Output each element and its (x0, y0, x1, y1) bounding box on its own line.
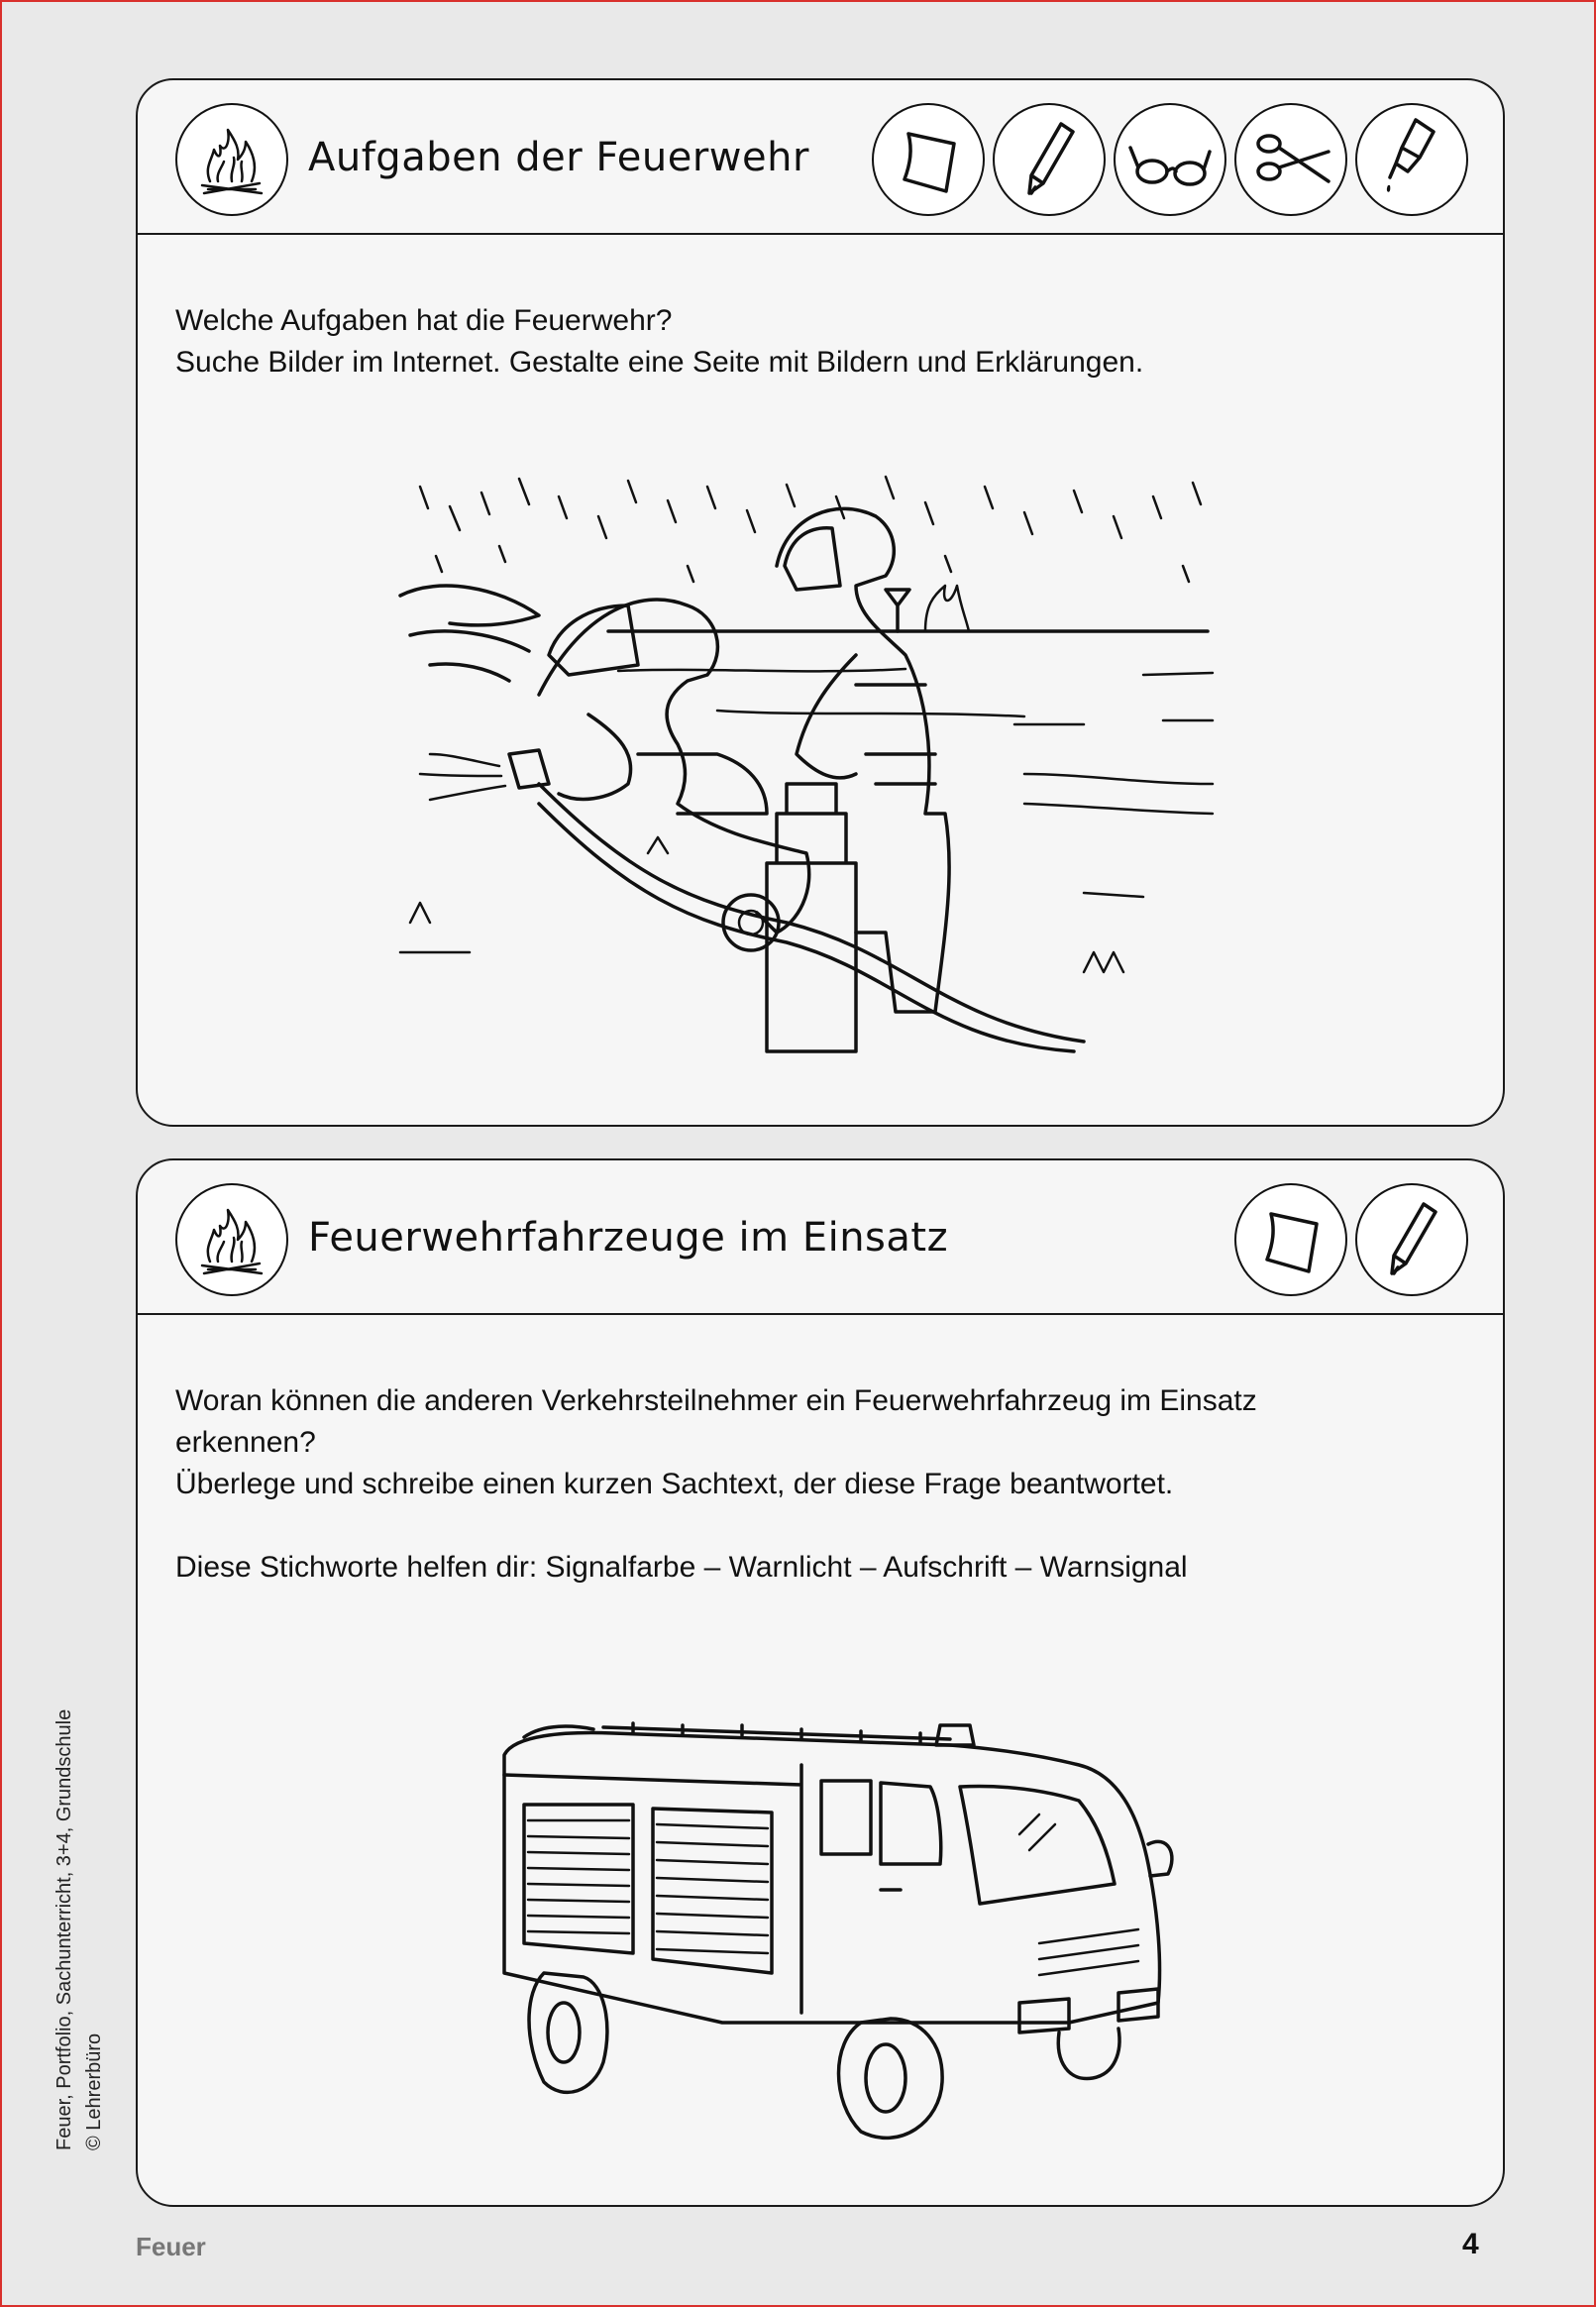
card-header (138, 80, 1503, 235)
card-title: Aufgaben der Feuerwehr (308, 135, 809, 180)
instruction-line: erkennen? (175, 1426, 316, 1459)
task-instructions (175, 1380, 1463, 1589)
footer-topic: Feuer (136, 2232, 206, 2261)
paper-icon (1233, 1182, 1348, 1297)
card-header (138, 1160, 1503, 1315)
instruction-line (175, 1505, 1463, 1547)
pencil-icon (992, 102, 1107, 217)
publication-info: Feuer, Portfolio, Sachunterricht, 3+4, Grundschule (53, 1708, 75, 2150)
fire-truck-illustration (484, 1705, 1307, 2142)
keywords-line: Diese Stichworte helfen dir: Signalfarbe – Warnlicht – Aufschrift – Warnsignal (175, 1551, 1188, 1584)
copyright-holder: © Lehrerbüro (83, 2032, 105, 2150)
paper-icon (871, 102, 986, 217)
copyright-note (50, 1709, 109, 2150)
campfire-icon (174, 102, 289, 217)
page-number: 4 (1462, 2228, 1479, 2260)
instruction-line: Welche Aufgaben hat die Feuerwehr? (175, 304, 673, 337)
task-instructions (175, 300, 1463, 384)
scissors-icon (1233, 102, 1348, 217)
card-title: Feuerwehrfahrzeuge im Einsatz (308, 1215, 949, 1261)
campfire-icon (174, 1182, 289, 1297)
glasses-icon (1113, 102, 1227, 217)
instruction-line: Überlege und schreibe einen kurzen Sachtext, der diese Frage beantwortet. (175, 1468, 1174, 1500)
glue-icon (1354, 102, 1469, 217)
instruction-line: Suche Bilder im Internet. Gestalte eine Seite mit Bildern und Erklärungen. (175, 346, 1144, 379)
firefighters-illustration (390, 457, 1242, 1051)
task-card-fire-department-duties (136, 78, 1505, 1127)
instruction-line: Woran können die anderen Verkehrsteilnehmer ein Feuerwehrfahrzeug im Einsatz (175, 1384, 1257, 1417)
pencil-icon (1354, 1182, 1469, 1297)
task-card-fire-vehicles (136, 1158, 1505, 2207)
